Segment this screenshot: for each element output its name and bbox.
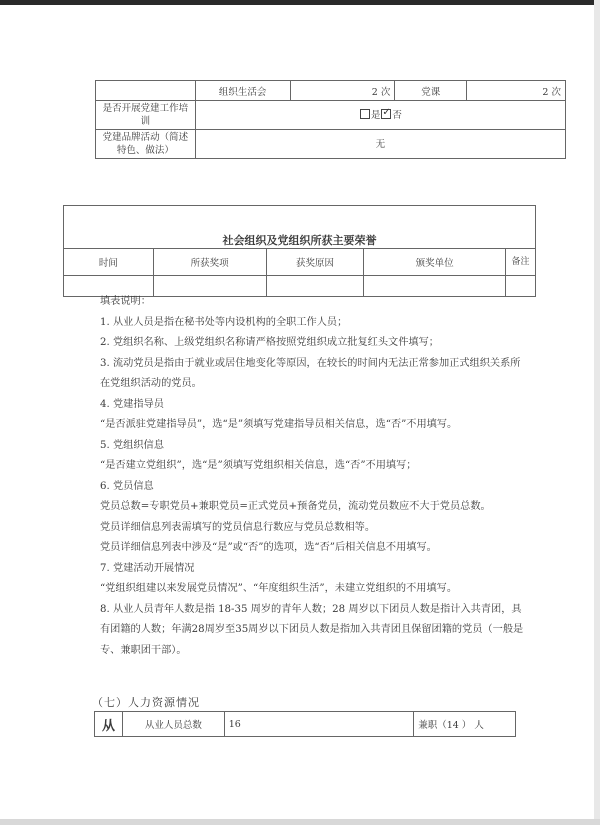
- yes-checkbox[interactable]: [360, 109, 370, 119]
- note-line: “党组织组建以来发展党员情况”、“年度组织生活”，未建立党组织的不用填写。: [100, 583, 458, 594]
- table-row: [96, 101, 566, 130]
- table-row: [64, 249, 536, 276]
- honors-table: [63, 205, 536, 297]
- brand-label: 党建品牌活动（简述特色、做法）: [96, 130, 196, 159]
- header-award: 所获奖项: [153, 249, 266, 276]
- no-checkbox-checked[interactable]: [381, 109, 391, 119]
- scan-top-edge: [0, 0, 600, 5]
- training-label: 是否开展党建工作培训: [96, 101, 196, 130]
- part-time-count[interactable]: 兼职（14 ） 人: [414, 712, 516, 737]
- party-activity-table: [95, 80, 566, 159]
- table-row: [96, 81, 566, 101]
- lecture-count: 2 次: [467, 81, 566, 101]
- header-time: 时间: [64, 249, 154, 276]
- note-line: 填表说明：: [100, 296, 151, 307]
- note-line: 8. 从业人员青年人数是指 18-35 周岁的青年人数；28 周岁以下团员人数是指计入共青团，具有团籍的人数；年满28周岁至35周岁以下团员人数是指加入共青团且保留团籍的党员（一般是专、兼职团干部）。: [100, 603, 524, 656]
- note-line: 5. 党组织信息: [100, 439, 164, 451]
- scan-bottom-edge: [0, 819, 600, 825]
- header-reason: 获奖原因: [266, 249, 364, 276]
- note-line: 4. 党建指导员: [100, 398, 164, 410]
- blank-cell: [96, 81, 196, 101]
- note-line: 党员详细信息列表需填写的党员信息行数应与党员总数相等。: [100, 521, 376, 533]
- lecture-label: 党课: [395, 81, 467, 101]
- section-title: （七）人力资源情况: [92, 696, 200, 709]
- scan-right-edge: [594, 0, 600, 825]
- table-row: [64, 206, 536, 249]
- note-line: 党员总数=专职党员+兼职党员=正式党员+预备党员，流动党员数应不大于党员总数。: [100, 501, 491, 512]
- brand-value: 无: [195, 130, 565, 159]
- note-line: 7. 党建活动开展情况: [100, 562, 195, 574]
- note-line: “是否派驻党建指导员”，选“是”须填写党建指导员相关信息，选“否”不用填写。: [100, 419, 458, 430]
- table-row: [95, 712, 516, 737]
- meeting-label: 组织生活会: [195, 81, 290, 101]
- header-remarks: 备注: [506, 249, 536, 276]
- no-label: 否: [392, 109, 402, 121]
- table-row: [96, 130, 566, 159]
- note-line: 3. 流动党员是指由于就业或居住地变化等原因，在较长的时间内无法正常参加正式组织关系所在党组织活动的党员。: [100, 357, 521, 389]
- row-marker: 从: [95, 712, 123, 737]
- meeting-count: 2 次: [290, 81, 395, 101]
- fill-instructions: [100, 292, 530, 661]
- hr-table: [94, 711, 516, 737]
- header-issuer: 颁奖单位: [364, 249, 506, 276]
- training-options: [195, 101, 565, 130]
- note-line: 党员详细信息列表中涉及“是”或“否”的选项，选“否”后相关信息不用填写。: [100, 542, 437, 553]
- note-line: 6. 党员信息: [100, 480, 154, 492]
- honors-title: 社会组织及党组织所获主要荣誉: [64, 206, 536, 249]
- yes-label: 是: [370, 109, 381, 121]
- employee-total-value[interactable]: 16: [224, 712, 413, 737]
- note-line: 1. 从业人员是指在秘书处等内设机构的全职工作人员；: [100, 316, 348, 328]
- employee-total-label: 从业人员总数: [122, 712, 224, 737]
- note-line: 2. 党组织名称、上级党组织名称请严格按照党组织成立批复红头文件填写；: [100, 337, 439, 348]
- note-line: “是否建立党组织”，选“是”须填写党组织相关信息，选“否”不用填写；: [100, 460, 417, 471]
